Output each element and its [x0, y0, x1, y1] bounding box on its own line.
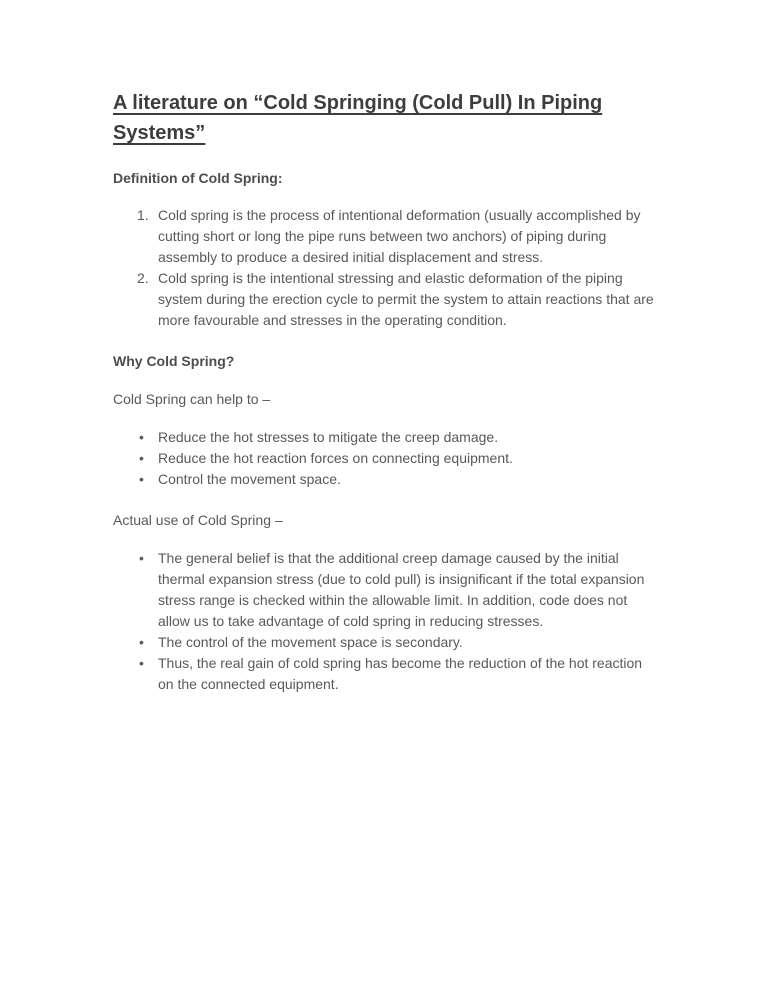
list-item: • Thus, the real gain of cold spring has become the reduction of the hot reaction on the connected equipment. [113, 653, 655, 695]
list-item: • The general belief is that the additional creep damage caused by the initial thermal expansion stress (due to cold pull) is insignificant if the total expansion stress range is checked within the allowable limit. In addition, code does not allow us to take advantage of cold spring in reducing stresses. [113, 548, 655, 632]
actual-use-intro: Actual use of Cold Spring – [113, 512, 283, 528]
list-item: • The control of the movement space is secondary. [113, 632, 655, 653]
list-item: Cold spring is the process of intentional deformation (usually accomplished by cutting short or long the pipe runs between two anchors) of piping during assembly to produce a desired initial displacement and stress. [158, 207, 641, 265]
why-bullet-list [113, 427, 655, 490]
definition-list [113, 205, 655, 331]
actual-use-bullet-list [113, 548, 655, 695]
list-item: Cold spring is the intentional stressing and elastic deformation of the piping system during the erection cycle to permit the system to attain reactions that are more favourable and stresses in the operating condition. [158, 270, 654, 328]
list-item: • Reduce the hot reaction forces on connecting equipment. [113, 448, 655, 469]
why-heading: Why Cold Spring? [113, 353, 235, 369]
document-title: A literature on “Cold Springing (Cold Pull) In Piping Systems” [113, 92, 603, 144]
list-item: • Reduce the hot stresses to mitigate the creep damage. [113, 427, 655, 448]
list-item: • Control the movement space. [113, 469, 655, 490]
definition-heading: Definition of Cold Spring: [113, 170, 283, 186]
why-intro: Cold Spring can help to – [113, 391, 271, 407]
